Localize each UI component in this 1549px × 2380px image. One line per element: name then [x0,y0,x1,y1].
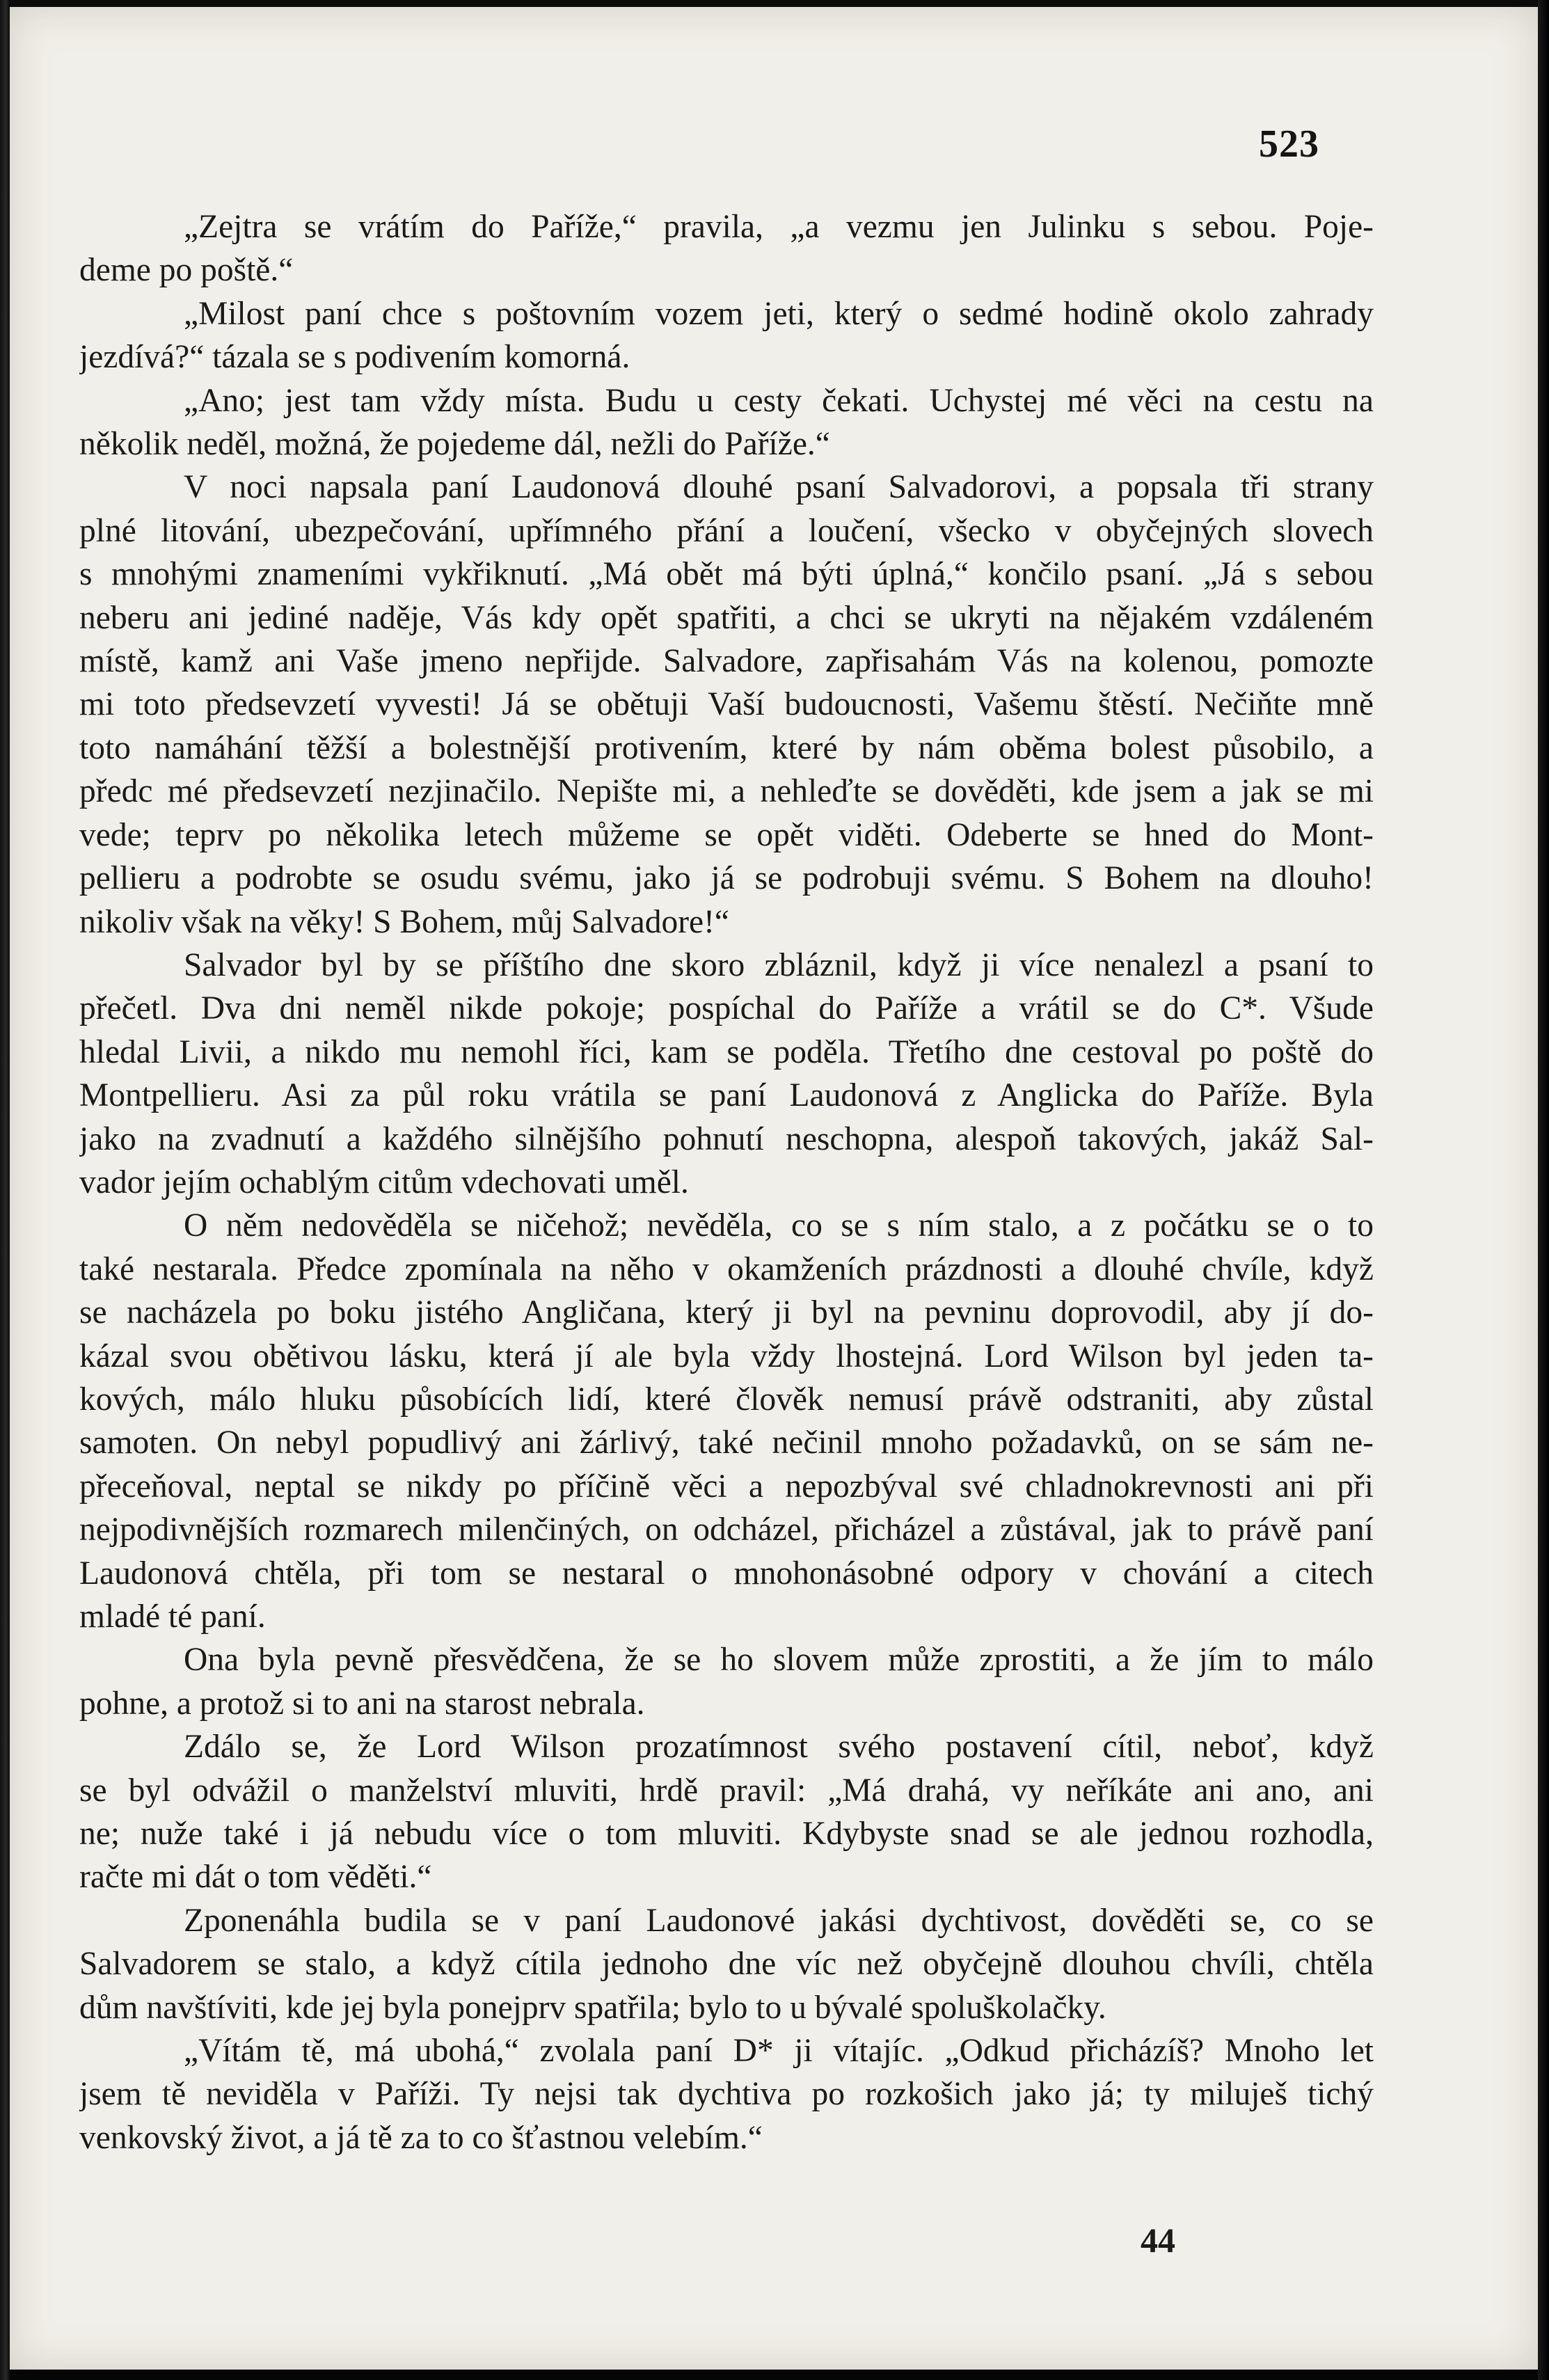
text-line: „Vítám tě, má ubohá,“ zvolala paní D* ji vítajíc. „Odkud přicházíš? Mnoho let [184,2033,1374,2070]
text-line: Salvadorem se stalo, a když cítila jednoho dne víc než obyčejně dlouhou chvíli, chtěla [79,1946,1374,1983]
text-line: plné litování, ubezpečování, upřímného přání a loučení, všecko v obyčejných slovech [79,512,1374,549]
book-page [10,7,1538,2370]
text-line: mladé té paní. [79,1598,266,1635]
text-line: předc mé předsevzetí nezjinačilo. Nepište mi, a nehleďte se dověděti, kde jsem a jak se mi [79,773,1374,810]
text-line: Zdálo se, že Lord Wilson prozatímnost svého postavení cítil, neboť, když [184,1729,1374,1766]
text-line: mi toto předsevzetí vyvesti! Já se obětuji Vaší budoucnosti, Vašemu štěstí. Nečiňte mně [79,686,1374,723]
text-line: Laudonová chtěla, při tom se nestaral o mnohonásobné odpory v chování a citech [79,1555,1374,1592]
text-line: „Ano; jest tam vždy místa. Budu u cesty čekati. Uchystej mé věci na cestu na [184,382,1374,419]
text-line: Salvador byl by se příštího dne skoro zbláznil, když ji více nenalezl a psaní to [184,946,1374,983]
text-line: se byl odvážil o manželství mluviti, hrdě pravil: „Má drahá, vy neříkáte ani ano, ani [79,1772,1374,1809]
text-line: několik neděl, možná, že pojedeme dál, nežli do Paříže.“ [79,426,830,463]
scan-border-right [1538,0,1549,2380]
text-line: „Zejtra se vrátím do Paříže,“ pravila, „a vezmu jen Julinku s sebou. Poje- [184,209,1374,245]
text-line: toto namáhání těžší a bolestnější protivením, které by nám oběma bolest působilo, a [79,729,1374,766]
scan-border-left [0,0,10,2380]
text-line: přeceňoval, neptal se nikdy po příčině věci a nepozbýval své chladnokrevnosti ani při [79,1468,1374,1505]
text-line: ne; nuže také i já nebudu více o tom mluviti. Kdybyste snad se ale jednou rozhodla, [79,1816,1374,1853]
text-line: přečetl. Dva dni neměl nikde pokoje; pospíchal do Paříže a vrátil se do C*. Všude [79,990,1374,1027]
text-line: se nacházela po boku jistého Angličana, který ji byl na pevninu doprovodil, aby jí do- [79,1294,1374,1331]
text-line: „Milost paní chce s poštovním vozem jeti, který o sedmé hodině okolo zahrady [184,295,1374,332]
text-line: neberu ani jediné naděje, Vás kdy opět spatřiti, a chci se ukryti na nějakém vzdáleném [79,599,1374,636]
text-line: hledal Livii, a nikdo mu nemohl říci, kam se poděla. Třetího dne cestoval po poště do [79,1033,1374,1070]
text-line: Ona byla pevně přesvědčena, že se ho slovem může zprostiti, a že jím to málo [184,1642,1374,1679]
text-line: dům navštíviti, kde jej byla ponejprv spatřila; bylo to u bývalé spoluškolačky. [79,1989,1106,2026]
text-line: jezdívá?“ tázala se s podivením komorná. [79,339,630,376]
text-line: jako na zvadnutí a každého silnějšího pohnutí neschopna, alespoň takových, jakáž Sal- [79,1120,1374,1157]
text-line: deme po poště.“ [79,252,294,289]
text-line: V noci napsala paní Laudonová dlouhé psaní Salvadorovi, a popsala tři strany [184,469,1374,506]
text-line: pohne, a protož si to ani na starost nebrala. [79,1685,645,1722]
text-line: kových, málo hluku působících lidí, které člověk nemusí právě odstraniti, aby zůstal [79,1381,1374,1418]
text-line: Zponenáhla budila se v paní Laudonové jakási dychtivost, dověděti se, co se [184,1902,1374,1939]
text-line: vador jejím ochablým citům vdechovati uměl. [79,1164,689,1200]
text-line: místě, kamž ani Vaše jmeno nepřijde. Salvadore, zapřisahám Vás na kolenou, pomozte [79,643,1374,680]
text-line: samoten. On nebyl popudlivý ani žárlivý, také nečinil mnoho požadavků, on se sám ne- [79,1425,1374,1461]
text-line: také nestarala. Předce zpomínala na něho v okamženích prázdnosti a dlouhé chvíle, když [79,1251,1374,1287]
text-line: nejpodivnějších rozmarech milenčiných, on odcházel, přicházel a zůstával, jak to právě paní [79,1512,1374,1548]
body-text [79,205,1374,2159]
text-line: venkovský život, a já tě za to co šťastnou velebím.“ [79,2119,763,2156]
text-line: vede; teprv po několika letech můžeme se opět viděti. Odeberte se hned do Mont- [79,816,1374,853]
text-line: nikoliv však na věky! S Bohem, můj Salvadore!“ [79,903,729,940]
text-line: kázal svou obětivou lásku, která jí ale byla vždy lhostejná. Lord Wilson byl jeden ta- [79,1338,1374,1374]
text-line: Montpellieru. Asi za půl roku vrátila se paní Laudonová z Anglicka do Paříže. Byla [79,1077,1374,1114]
text-line: račte mi dát o tom věděti.“ [79,1859,432,1896]
text-line: O něm nedověděla se ničehož; nevěděla, co se s ním stalo, a z počátku se o to [184,1207,1374,1244]
text-line: s mnohými znameními vykřiknutí. „Má obět má býti úplná,“ končilo psaní. „Já s sebou [79,556,1374,593]
text-line: jsem tě neviděla v Paříži. Ty nejsi tak dychtiva po rozkošich jako já; ty miluješ tichý [79,2076,1374,2113]
text-line: pellieru a podrobte se osudu svému, jako já se podrobuji svému. S Bohem na dlouho! [79,860,1374,897]
signature-mark: 44 [1141,2221,1175,2260]
page-number: 523 [1259,122,1319,166]
